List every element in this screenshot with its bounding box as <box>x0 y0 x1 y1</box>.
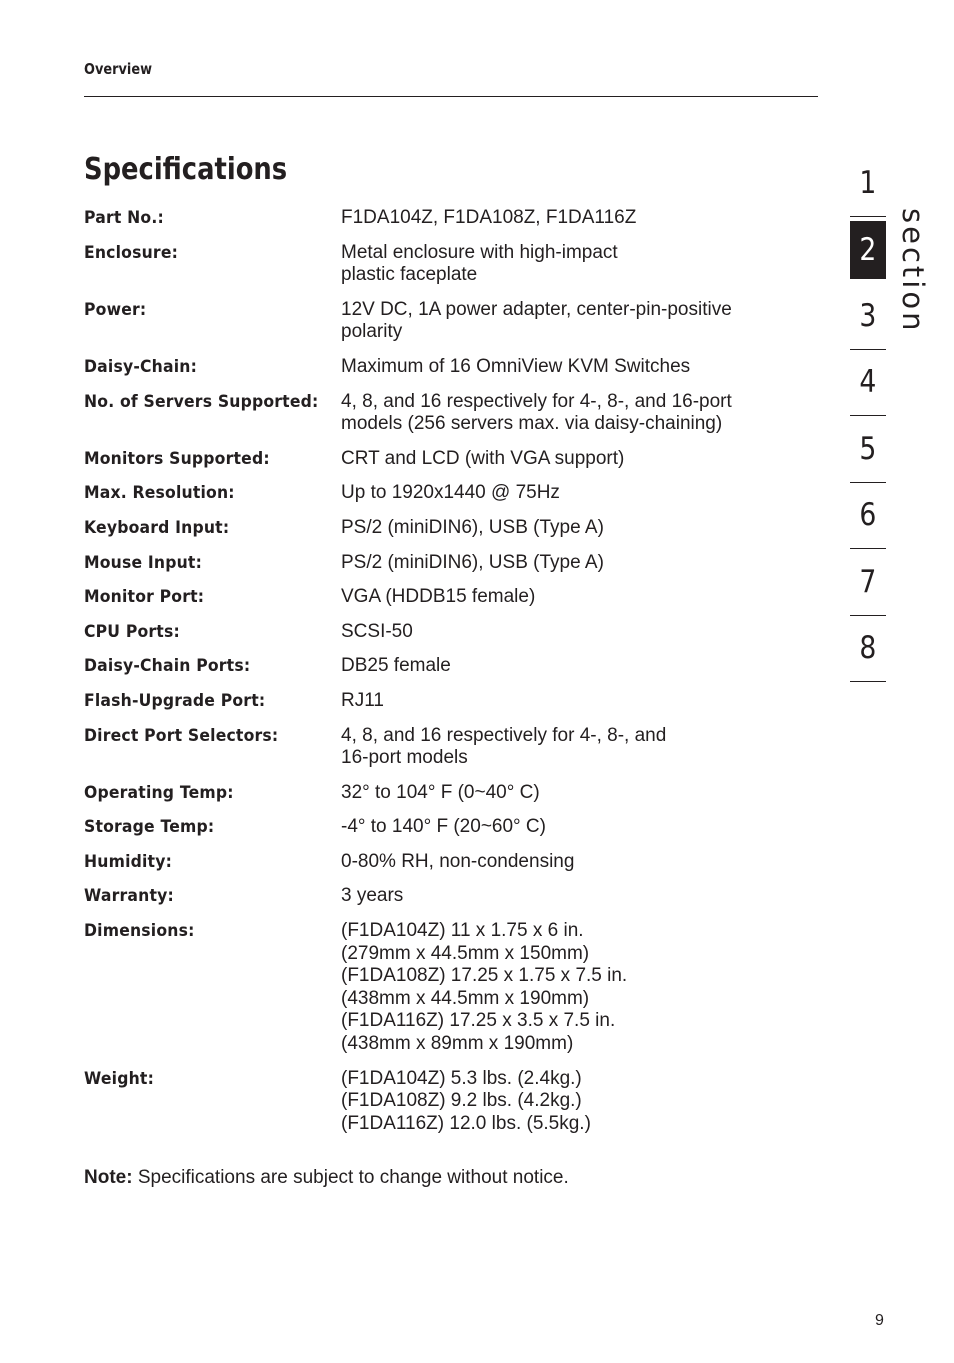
section-tab-7[interactable] <box>850 549 886 616</box>
section-tab-4[interactable] <box>850 350 886 417</box>
spec-label-text: Monitors Supported: <box>84 448 270 469</box>
spec-label <box>84 621 341 644</box>
section-tab-label: 2 <box>859 231 877 268</box>
spec-value-line: CRT and LCD (with VGA support) <box>341 447 625 469</box>
spec-label-text: Weight: <box>84 1068 155 1089</box>
spec-value <box>341 885 403 908</box>
spec-value-line: (F1DA104Z) 5.3 lbs. (2.4kg.) <box>341 1067 582 1089</box>
spec-value <box>341 782 540 805</box>
spec-row <box>84 552 824 575</box>
spec-label-text: Operating Temp: <box>84 782 234 803</box>
spec-value-line: 32° to 104° F (0~40° C) <box>341 781 540 803</box>
spec-value <box>341 242 618 287</box>
header-divider <box>84 96 818 97</box>
note <box>84 1166 569 1189</box>
spec-row <box>84 816 824 839</box>
spec-value-line: (F1DA104Z) 11 x 1.75 x 6 in. <box>341 920 584 942</box>
spec-label <box>84 552 341 575</box>
spec-value-line: 12V DC, 1A power adapter, center-pin-positive <box>341 298 732 320</box>
spec-value-line: RJ11 <box>341 689 384 711</box>
spec-value <box>341 448 624 471</box>
spec-label-text: Part No.: <box>84 208 164 228</box>
spec-value <box>341 586 535 609</box>
spec-value-line: 4, 8, and 16 respectively for 4-, 8-, and 16-port <box>341 390 732 412</box>
spec-label-text: Monitor Port: <box>84 587 205 608</box>
section-tab-3[interactable] <box>850 283 886 350</box>
spec-label <box>84 690 341 713</box>
spec-value-line: SCSI-50 <box>341 620 413 642</box>
spec-value-line: -4° to 140° F (20~60° C) <box>341 816 546 838</box>
section-tab-label: 4 <box>859 364 877 401</box>
spec-value <box>341 356 690 379</box>
spec-row <box>84 482 824 505</box>
spec-value-line: Metal enclosure with high-impact <box>341 241 618 263</box>
spec-row <box>84 782 824 805</box>
section-word: section <box>896 208 930 334</box>
spec-label-text: Storage Temp: <box>84 817 215 838</box>
spec-value <box>341 725 666 770</box>
spec-value <box>341 1068 591 1136</box>
spec-label <box>84 242 341 287</box>
spec-label <box>84 725 341 770</box>
spec-value-line: F1DA104Z, F1DA108Z, F1DA116Z <box>341 207 637 228</box>
spec-label <box>84 655 341 678</box>
spec-row <box>84 391 824 436</box>
spec-label <box>84 586 341 609</box>
section-tab-label: 8 <box>859 630 877 667</box>
spec-value <box>341 552 604 575</box>
spec-row <box>84 690 824 713</box>
spec-row <box>84 356 824 379</box>
spec-label-text: CPU Ports: <box>84 621 180 642</box>
spec-row <box>84 586 824 609</box>
spec-value-line: (F1DA108Z) 17.25 x 1.75 x 7.5 in. <box>341 965 628 987</box>
spec-value-line: VGA (HDDB15 female) <box>341 586 536 608</box>
spec-label-text: Direct Port Selectors: <box>84 725 279 746</box>
spec-value-line: (279mm x 44.5mm x 150mm) <box>341 942 590 964</box>
spec-value <box>341 920 627 1056</box>
specifications-table <box>84 207 824 1147</box>
section-tab-8[interactable] <box>850 616 886 683</box>
spec-label-text: Mouse Input: <box>84 552 203 573</box>
spec-row <box>84 851 824 874</box>
section-tab-1[interactable] <box>850 150 886 217</box>
spec-value <box>341 517 604 540</box>
spec-value-line: 16-port models <box>341 747 468 769</box>
spec-label <box>84 816 341 839</box>
spec-value <box>341 482 560 505</box>
section-tab-5[interactable] <box>850 416 886 483</box>
spec-value-line: models (256 servers max. via daisy-chaining) <box>341 413 723 435</box>
spec-label <box>84 482 341 505</box>
running-header: Overview <box>84 60 152 78</box>
spec-label-text: Power: <box>84 299 147 320</box>
note-text: Specifications are subject to change without notice. <box>132 1167 569 1188</box>
spec-label-text: Dimensions: <box>84 921 195 942</box>
spec-value-line: (F1DA116Z) 12.0 lbs. (5.5kg.) <box>341 1112 591 1134</box>
spec-label-text: Flash-Upgrade Port: <box>84 690 266 711</box>
spec-value <box>341 621 413 644</box>
section-nav <box>850 150 886 682</box>
note-label: Note: <box>84 1167 133 1188</box>
spec-label <box>84 391 341 436</box>
spec-label <box>84 517 341 540</box>
spec-label-text: Daisy-Chain: <box>84 356 198 377</box>
spec-value-line: (438mm x 44.5mm x 190mm) <box>341 987 590 1009</box>
section-tab-label: 1 <box>859 164 877 201</box>
spec-value-line: (F1DA116Z) 17.25 x 3.5 x 7.5 in. <box>341 1010 616 1032</box>
page-number: 9 <box>875 1312 884 1329</box>
section-tab-6[interactable] <box>850 483 886 550</box>
section-tab-2[interactable] <box>850 221 886 279</box>
spec-label <box>84 885 341 908</box>
spec-row <box>84 725 824 770</box>
spec-label-text: No. of Servers Supported: <box>84 391 319 412</box>
spec-value <box>341 207 636 230</box>
spec-label <box>84 356 341 379</box>
spec-label-text: Keyboard Input: <box>84 517 230 538</box>
spec-value <box>341 851 574 874</box>
spec-label-text: Warranty: <box>84 886 174 907</box>
spec-value-line: PS/2 (miniDIN6), USB (Type A) <box>341 551 604 573</box>
spec-row <box>84 242 824 287</box>
spec-label <box>84 207 341 230</box>
spec-value-line: 0-80% RH, non-condensing <box>341 850 575 872</box>
spec-label-text: Enclosure: <box>84 242 179 263</box>
spec-value-line: DB25 female <box>341 655 451 677</box>
spec-value <box>341 299 732 344</box>
spec-value-line: (F1DA108Z) 9.2 lbs. (4.2kg.) <box>341 1090 582 1112</box>
spec-label <box>84 782 341 805</box>
spec-label <box>84 920 341 1056</box>
spec-value-line: 4, 8, and 16 respectively for 4-, 8-, and <box>341 724 667 746</box>
spec-row <box>84 1068 824 1136</box>
section-tab-label: 5 <box>859 430 877 467</box>
spec-label <box>84 448 341 471</box>
spec-label <box>84 299 341 344</box>
spec-row <box>84 448 824 471</box>
spec-row <box>84 207 824 230</box>
spec-label-text: Humidity: <box>84 851 173 872</box>
spec-row <box>84 299 824 344</box>
section-tab-label: 7 <box>859 563 877 600</box>
spec-value <box>341 655 451 678</box>
spec-value-line: plastic faceplate <box>341 264 478 286</box>
spec-row <box>84 517 824 540</box>
spec-value-line: PS/2 (miniDIN6), USB (Type A) <box>341 516 604 538</box>
spec-value <box>341 816 546 839</box>
spec-label-text: Daisy-Chain Ports: <box>84 656 251 677</box>
spec-value-line: (438mm x 89mm x 190mm) <box>341 1033 574 1055</box>
spec-value-line: Up to 1920x1440 @ 75Hz <box>341 482 560 504</box>
spec-row <box>84 885 824 908</box>
section-tab-label: 6 <box>859 497 877 534</box>
spec-value-line: polarity <box>341 321 403 343</box>
spec-value-line: Maximum of 16 OmniView KVM Switches <box>341 355 691 377</box>
spec-value <box>341 690 384 713</box>
spec-label <box>84 1068 341 1136</box>
spec-label-text: Max. Resolution: <box>84 483 235 504</box>
spec-row <box>84 621 824 644</box>
spec-label <box>84 851 341 874</box>
spec-value <box>341 391 732 436</box>
page-title: Specifications <box>84 152 288 187</box>
spec-value-line: 3 years <box>341 885 404 907</box>
spec-row <box>84 920 824 1056</box>
spec-row <box>84 655 824 678</box>
section-tab-label: 3 <box>859 297 877 334</box>
